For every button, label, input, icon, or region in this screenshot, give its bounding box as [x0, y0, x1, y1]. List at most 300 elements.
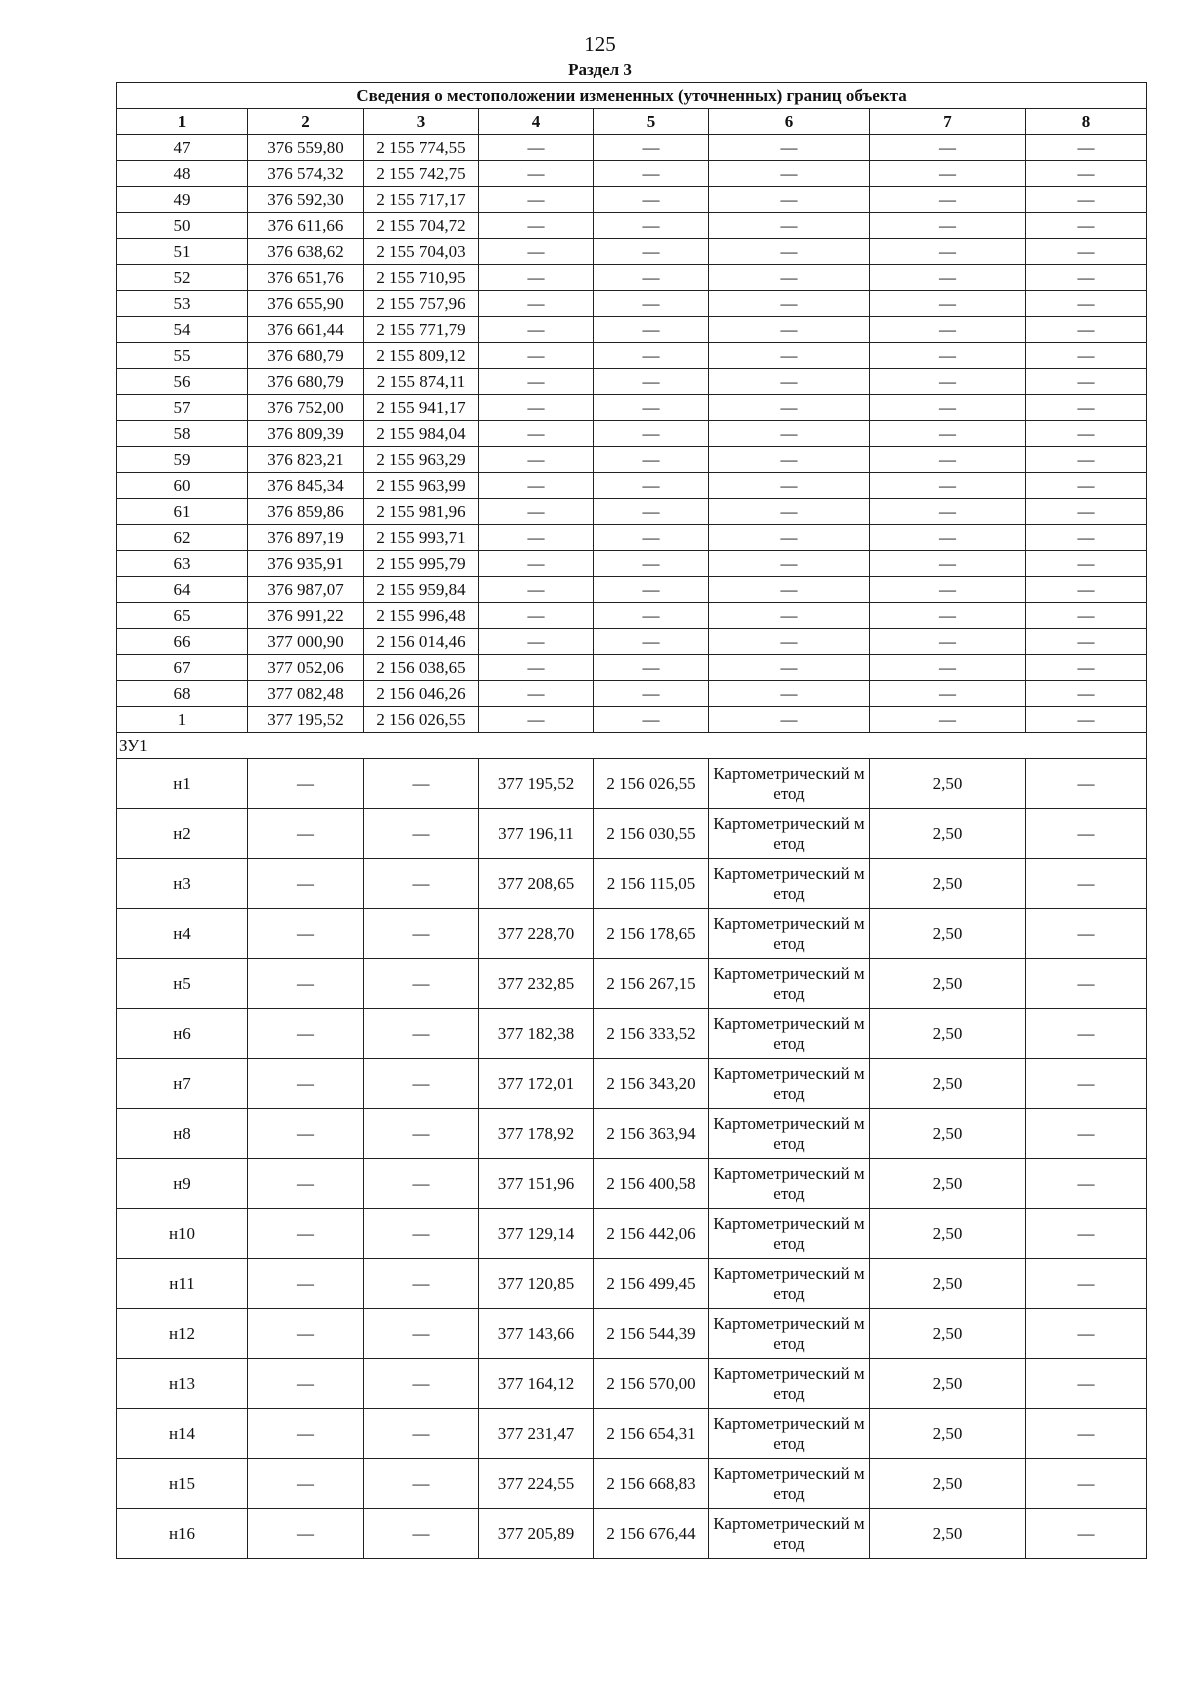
table-cell: —	[479, 447, 594, 473]
table-cell: 68	[117, 681, 248, 707]
table-cell: —	[1026, 809, 1147, 859]
table-cell: —	[594, 239, 709, 265]
table-cell: 2 156 570,00	[594, 1359, 709, 1409]
table-cell: —	[1026, 369, 1147, 395]
table-cell: 2 156 115,05	[594, 859, 709, 909]
table-cell: —	[594, 629, 709, 655]
table-cell: —	[709, 577, 870, 603]
table-cell: 2,50	[870, 1509, 1026, 1559]
table-cell: 377 000,90	[248, 629, 364, 655]
table-cell: —	[1026, 1109, 1147, 1159]
table-cell: —	[709, 291, 870, 317]
table-cell: —	[248, 1159, 364, 1209]
table-cell: 2 156 442,06	[594, 1209, 709, 1259]
table-cell: —	[870, 655, 1026, 681]
table-row	[117, 909, 1147, 959]
column-header: 7	[870, 109, 1026, 135]
table-cell: н3	[117, 859, 248, 909]
table-cell: н2	[117, 809, 248, 859]
table-cell: н13	[117, 1359, 248, 1409]
table-cell: 54	[117, 317, 248, 343]
table-cell: —	[364, 1109, 479, 1159]
table-cell: —	[1026, 161, 1147, 187]
table-cell: —	[479, 681, 594, 707]
table-cell: —	[709, 681, 870, 707]
table-cell: —	[1026, 1059, 1147, 1109]
table-cell: —	[1026, 551, 1147, 577]
table-cell: 2 156 654,31	[594, 1409, 709, 1459]
table-cell: —	[709, 629, 870, 655]
table-row	[117, 447, 1147, 473]
table-cell: Картометрический метод	[709, 1309, 870, 1359]
table-cell: —	[594, 473, 709, 499]
table-cell: 377 082,48	[248, 681, 364, 707]
table-cell: 1	[117, 707, 248, 733]
table-cell: —	[709, 161, 870, 187]
table-cell: Картометрический метод	[709, 1159, 870, 1209]
table-cell: —	[1026, 291, 1147, 317]
table-cell: —	[709, 655, 870, 681]
table-cell: 377 182,38	[479, 1009, 594, 1059]
table-cell: 49	[117, 187, 248, 213]
table-cell: 377 129,14	[479, 1209, 594, 1259]
table-cell: —	[1026, 473, 1147, 499]
table-cell: 376 638,62	[248, 239, 364, 265]
table-header-row	[117, 109, 1147, 135]
table-cell: —	[870, 291, 1026, 317]
section-title: Раздел 3	[568, 60, 632, 79]
table-cell: 2 155 704,03	[364, 239, 479, 265]
table-cell: —	[1026, 239, 1147, 265]
table-cell: —	[594, 213, 709, 239]
table-cell: 50	[117, 213, 248, 239]
table-row	[117, 1009, 1147, 1059]
table-cell: 2 156 400,58	[594, 1159, 709, 1209]
table-cell: —	[594, 499, 709, 525]
table-row	[117, 369, 1147, 395]
table-cell: 58	[117, 421, 248, 447]
table-cell: —	[364, 859, 479, 909]
table-cell: 67	[117, 655, 248, 681]
table-cell: —	[709, 135, 870, 161]
table-cell: —	[1026, 1259, 1147, 1309]
table-cell: 2 156 178,65	[594, 909, 709, 959]
table-cell: 377 195,52	[479, 759, 594, 809]
table-row	[117, 655, 1147, 681]
table-row	[117, 213, 1147, 239]
table-row	[117, 161, 1147, 187]
table-cell: —	[709, 551, 870, 577]
table-cell: —	[479, 551, 594, 577]
table-cell: 2 155 963,29	[364, 447, 479, 473]
table-cell: —	[364, 1209, 479, 1259]
group-label: ЗУ1	[117, 733, 1147, 759]
table-row	[117, 859, 1147, 909]
table-cell: 377 205,89	[479, 1509, 594, 1559]
table-cell: Картометрический метод	[709, 1259, 870, 1309]
table-cell: —	[709, 213, 870, 239]
table-cell: 52	[117, 265, 248, 291]
table-row	[117, 187, 1147, 213]
table-cell: —	[1026, 395, 1147, 421]
table-cell: 66	[117, 629, 248, 655]
table-cell: 377 232,85	[479, 959, 594, 1009]
table-cell: Картометрический метод	[709, 1059, 870, 1109]
table-cell: н15	[117, 1459, 248, 1509]
table-cell: 376 935,91	[248, 551, 364, 577]
table-cell: —	[870, 265, 1026, 291]
column-header: 3	[364, 109, 479, 135]
table-cell: 2 155 742,75	[364, 161, 479, 187]
table-cell: 2,50	[870, 1209, 1026, 1259]
table-row	[117, 681, 1147, 707]
table-cell: 2 156 038,65	[364, 655, 479, 681]
table-cell: 377 120,85	[479, 1259, 594, 1309]
table-cell: —	[479, 369, 594, 395]
column-header: 2	[248, 109, 364, 135]
table-cell: н14	[117, 1409, 248, 1459]
table-cell: 51	[117, 239, 248, 265]
table-cell: 59	[117, 447, 248, 473]
table-cell: —	[1026, 859, 1147, 909]
table-cell: —	[870, 369, 1026, 395]
table-cell: 2 156 676,44	[594, 1509, 709, 1559]
table-cell: н7	[117, 1059, 248, 1109]
table-cell: —	[870, 629, 1026, 655]
table-cell: 377 052,06	[248, 655, 364, 681]
table-cell: —	[870, 707, 1026, 733]
table-cell: —	[364, 1359, 479, 1409]
table-cell: 376 752,00	[248, 395, 364, 421]
table-cell: —	[479, 577, 594, 603]
column-header: 8	[1026, 109, 1147, 135]
table-cell: —	[870, 213, 1026, 239]
table-cell: —	[709, 473, 870, 499]
table-cell: 376 991,22	[248, 603, 364, 629]
table-cell: —	[479, 265, 594, 291]
table-cell: Картометрический метод	[709, 1359, 870, 1409]
table-cell: —	[364, 959, 479, 1009]
table-cell: —	[479, 161, 594, 187]
table-cell: —	[709, 525, 870, 551]
table-cell: 2 155 774,55	[364, 135, 479, 161]
table-cell: —	[479, 629, 594, 655]
table-cell: —	[248, 1209, 364, 1259]
table-cell: н10	[117, 1209, 248, 1259]
table-cell: —	[479, 525, 594, 551]
table-cell: 2,50	[870, 859, 1026, 909]
table-cell: —	[364, 1309, 479, 1359]
table-title-row	[117, 83, 1147, 109]
table-cell: Картометрический метод	[709, 959, 870, 1009]
table-cell: —	[479, 395, 594, 421]
table-row	[117, 135, 1147, 161]
table-cell: —	[1026, 759, 1147, 809]
table-row	[117, 707, 1147, 733]
table-cell: 2 156 544,39	[594, 1309, 709, 1359]
table-cell: —	[248, 759, 364, 809]
column-header: 4	[479, 109, 594, 135]
table-cell: 376 661,44	[248, 317, 364, 343]
table-cell: —	[479, 239, 594, 265]
table-cell: 63	[117, 551, 248, 577]
table-cell: —	[248, 1509, 364, 1559]
table-cell: —	[364, 1259, 479, 1309]
table-cell: н12	[117, 1309, 248, 1359]
table-cell: —	[1026, 499, 1147, 525]
table-cell: —	[248, 1009, 364, 1059]
table-cell: 2 156 267,15	[594, 959, 709, 1009]
table-cell: 2 155 984,04	[364, 421, 479, 447]
table-cell: —	[870, 603, 1026, 629]
table-cell: —	[1026, 1209, 1147, 1259]
table-cell: —	[1026, 421, 1147, 447]
table-cell: 376 592,30	[248, 187, 364, 213]
table-cell: —	[870, 525, 1026, 551]
table-cell: Картометрический метод	[709, 1009, 870, 1059]
table-row	[117, 1309, 1147, 1359]
table-cell: 2 156 014,46	[364, 629, 479, 655]
table-cell: 376 611,66	[248, 213, 364, 239]
table-cell: 376 987,07	[248, 577, 364, 603]
table-cell: —	[479, 213, 594, 239]
table-cell: —	[248, 1059, 364, 1109]
table-cell: —	[1026, 135, 1147, 161]
table-cell: 377 178,92	[479, 1109, 594, 1159]
table-cell: —	[870, 577, 1026, 603]
table-cell: —	[870, 681, 1026, 707]
table-cell: 376 845,34	[248, 473, 364, 499]
boundary-table	[116, 82, 1147, 1559]
table-cell: —	[594, 161, 709, 187]
table-cell: н5	[117, 959, 248, 1009]
table-cell: —	[870, 161, 1026, 187]
table-cell: 62	[117, 525, 248, 551]
table-cell: —	[1026, 343, 1147, 369]
table-cell: —	[1026, 959, 1147, 1009]
table-cell: —	[870, 317, 1026, 343]
table-cell: —	[1026, 447, 1147, 473]
table-cell: —	[594, 655, 709, 681]
table-cell: —	[1026, 707, 1147, 733]
table-cell: —	[1026, 1159, 1147, 1209]
table-cell: н11	[117, 1259, 248, 1309]
table-cell: —	[594, 447, 709, 473]
table-cell: —	[594, 369, 709, 395]
table-cell: —	[709, 343, 870, 369]
table-cell: 377 143,66	[479, 1309, 594, 1359]
table-cell: —	[479, 317, 594, 343]
table-cell: 2 155 959,84	[364, 577, 479, 603]
table-cell: 376 680,79	[248, 369, 364, 395]
group-row	[117, 733, 1147, 759]
table-cell: —	[248, 959, 364, 1009]
table-cell: Картометрический метод	[709, 1509, 870, 1559]
table-cell: —	[1026, 1509, 1147, 1559]
table-cell: —	[594, 291, 709, 317]
table-row	[117, 525, 1147, 551]
table-cell: 376 651,76	[248, 265, 364, 291]
page-number: 125	[584, 32, 616, 56]
table-cell: —	[594, 707, 709, 733]
table-cell: —	[1026, 1459, 1147, 1509]
table-cell: —	[248, 1109, 364, 1159]
table-cell: 2 155 993,71	[364, 525, 479, 551]
table-row	[117, 239, 1147, 265]
table-cell: 2 155 996,48	[364, 603, 479, 629]
table-cell: 2 156 333,52	[594, 1009, 709, 1059]
table-cell: 2 156 030,55	[594, 809, 709, 859]
table-row	[117, 577, 1147, 603]
table-cell: —	[248, 909, 364, 959]
table-cell: —	[1026, 213, 1147, 239]
table-cell: 2,50	[870, 909, 1026, 959]
table-cell: 2,50	[870, 759, 1026, 809]
table-row	[117, 421, 1147, 447]
table-cell: —	[1026, 909, 1147, 959]
table-cell: 2 155 981,96	[364, 499, 479, 525]
column-header: 1	[117, 109, 248, 135]
table-row	[117, 551, 1147, 577]
table-cell: —	[248, 1309, 364, 1359]
table-cell: —	[594, 343, 709, 369]
table-cell: 376 859,86	[248, 499, 364, 525]
table-cell: 2 155 771,79	[364, 317, 479, 343]
table-row	[117, 1109, 1147, 1159]
table-cell: 376 574,32	[248, 161, 364, 187]
table-cell: 2,50	[870, 1359, 1026, 1409]
table-cell: —	[709, 395, 870, 421]
table-row	[117, 317, 1147, 343]
table-row	[117, 603, 1147, 629]
table-cell: —	[594, 603, 709, 629]
table-cell: Картометрический метод	[709, 759, 870, 809]
table-cell: —	[870, 187, 1026, 213]
table-cell: 2 156 668,83	[594, 1459, 709, 1509]
table-cell: 377 224,55	[479, 1459, 594, 1509]
table-row	[117, 395, 1147, 421]
table-cell: —	[594, 187, 709, 213]
table-cell: 64	[117, 577, 248, 603]
table-cell: 2 155 757,96	[364, 291, 479, 317]
table-cell: —	[709, 239, 870, 265]
table-cell: 377 151,96	[479, 1159, 594, 1209]
table-cell: —	[709, 499, 870, 525]
table-cell: —	[594, 135, 709, 161]
table-cell: —	[709, 421, 870, 447]
table-cell: 2 156 026,55	[364, 707, 479, 733]
table-title: Сведения о местоположении измененных (уточненных) границ объекта	[117, 83, 1147, 109]
table-cell: 2 155 710,95	[364, 265, 479, 291]
table-cell: 377 208,65	[479, 859, 594, 909]
table-cell: 2 156 499,45	[594, 1259, 709, 1309]
column-header: 6	[709, 109, 870, 135]
table-cell: —	[594, 681, 709, 707]
table-cell: —	[364, 1009, 479, 1059]
table-cell: 2,50	[870, 1409, 1026, 1459]
table-cell: 55	[117, 343, 248, 369]
table-cell: 376 823,21	[248, 447, 364, 473]
table-cell: 377 196,11	[479, 809, 594, 859]
table-row	[117, 759, 1147, 809]
table-cell: 2,50	[870, 1059, 1026, 1109]
table-cell: 2 156 026,55	[594, 759, 709, 809]
table-cell: —	[479, 421, 594, 447]
table-cell: —	[364, 1459, 479, 1509]
table-row	[117, 1209, 1147, 1259]
table-cell: —	[709, 603, 870, 629]
table-cell: 60	[117, 473, 248, 499]
table-cell: 2 155 809,12	[364, 343, 479, 369]
table-cell: —	[1026, 681, 1147, 707]
table-cell: —	[594, 265, 709, 291]
table-body	[117, 83, 1147, 1559]
table-cell: —	[1026, 1409, 1147, 1459]
table-cell: 377 164,12	[479, 1359, 594, 1409]
table-row	[117, 1059, 1147, 1109]
table-cell: —	[870, 551, 1026, 577]
table-cell: н8	[117, 1109, 248, 1159]
table-cell: —	[594, 421, 709, 447]
table-cell: 377 172,01	[479, 1059, 594, 1109]
table-cell: —	[248, 809, 364, 859]
table-cell: —	[248, 859, 364, 909]
table-cell: 377 231,47	[479, 1409, 594, 1459]
table-cell: —	[248, 1359, 364, 1409]
table-cell: 57	[117, 395, 248, 421]
table-cell: 56	[117, 369, 248, 395]
table-cell: —	[479, 707, 594, 733]
table-cell: 2 155 874,11	[364, 369, 479, 395]
table-cell: 2,50	[870, 1259, 1026, 1309]
table-cell: —	[1026, 187, 1147, 213]
table-cell: —	[479, 135, 594, 161]
table-cell: —	[1026, 525, 1147, 551]
table-cell: —	[248, 1259, 364, 1309]
table-cell: —	[364, 909, 479, 959]
table-cell: —	[870, 499, 1026, 525]
column-header: 5	[594, 109, 709, 135]
table-cell: —	[1026, 1009, 1147, 1059]
table-cell: 377 228,70	[479, 909, 594, 959]
table-cell: —	[709, 447, 870, 473]
table-cell: н4	[117, 909, 248, 959]
table-cell: 2,50	[870, 1009, 1026, 1059]
table-cell: —	[709, 707, 870, 733]
table-row	[117, 1259, 1147, 1309]
table-cell: 376 680,79	[248, 343, 364, 369]
table-cell: —	[479, 291, 594, 317]
table-cell: —	[870, 395, 1026, 421]
table-cell: н16	[117, 1509, 248, 1559]
table-cell: 2 155 963,99	[364, 473, 479, 499]
table-cell: —	[479, 343, 594, 369]
table-cell: 48	[117, 161, 248, 187]
table-cell: —	[870, 473, 1026, 499]
table-cell: —	[1026, 603, 1147, 629]
table-cell: 376 897,19	[248, 525, 364, 551]
table-cell: 376 809,39	[248, 421, 364, 447]
table-cell: 376 655,90	[248, 291, 364, 317]
table-cell: 61	[117, 499, 248, 525]
table-cell: н1	[117, 759, 248, 809]
table-cell: —	[709, 369, 870, 395]
table-row	[117, 1359, 1147, 1409]
table-cell: 2,50	[870, 959, 1026, 1009]
table-cell: Картометрический метод	[709, 1209, 870, 1259]
table-row	[117, 1459, 1147, 1509]
table-row	[117, 959, 1147, 1009]
